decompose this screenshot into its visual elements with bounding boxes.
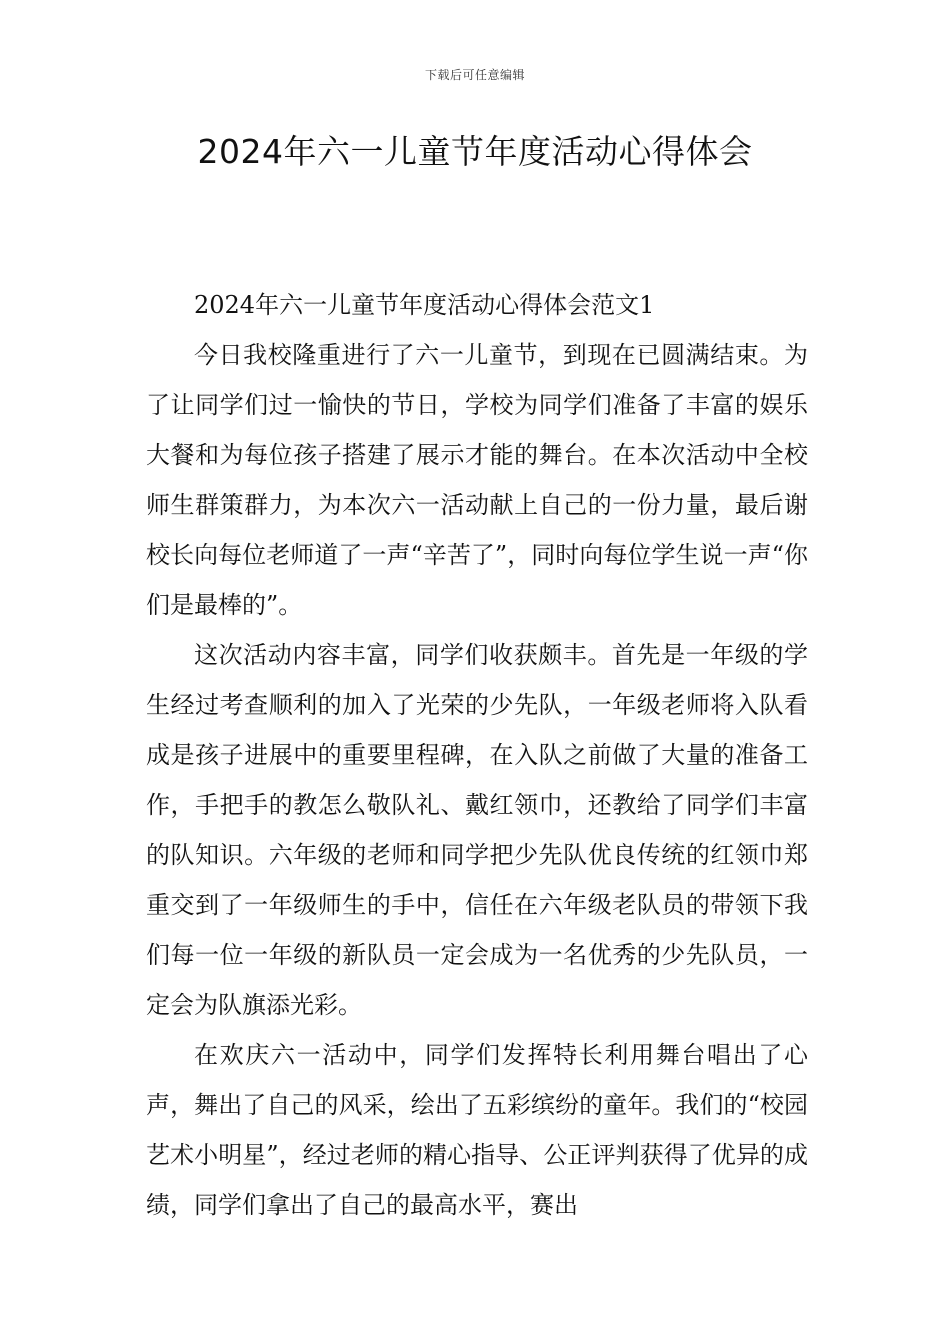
header-note: 下载后可任意编辑 (424, 68, 525, 82)
body-paragraph: 在欢庆六一活动中，同学们发挥特长利用舞台唱出了心声，舞出了自己的风采，绘出了五彩缤纷的童年。我们的“校园艺术小明星”，经过老师的精心指导、公正评判获得了优异的成绩，同学们拿出了自己的最高水平，赛出 (146, 1041, 808, 1219)
document-title: 2024年六一儿童节年度活动心得体会 (197, 132, 753, 171)
body-paragraph: 今日我校隆重进行了六一儿童节，到现在已圆满结束。为了让同学们过一愉快的节日，学校为同学们准备了丰富的娱乐大餐和为每位孩子搭建了展示才能的舞台。在本次活动中全校师生群策群力，为本次六一活动献上自己的一份力量，最后谢校长向每位老师道了一声“辛苦了”，同时向每位学生说一声“你们是最棒的”。 (146, 341, 808, 619)
subtitle-paragraph: 2024年六一儿童节年度活动心得体会范文1 (194, 291, 655, 319)
body-paragraph: 这次活动内容丰富，同学们收获颇丰。首先是一年级的学生经过考查顺利的加入了光荣的少先队，一年级老师将入队看成是孩子进展中的重要里程碑，在入队之前做了大量的准备工作，手把手的教怎么敬队礼、戴红领巾，还教给了同学们丰富的队知识。六年级的老师和同学把少先队优良传统的红领巾郑重交到了一年级师生的手中，信任在六年级老队员的带领下我们每一位一年级的新队员一定会成为一名优秀的少先队员，一定会为队旗添光彩。 (146, 641, 808, 1019)
document-body (146, 280, 808, 1230)
